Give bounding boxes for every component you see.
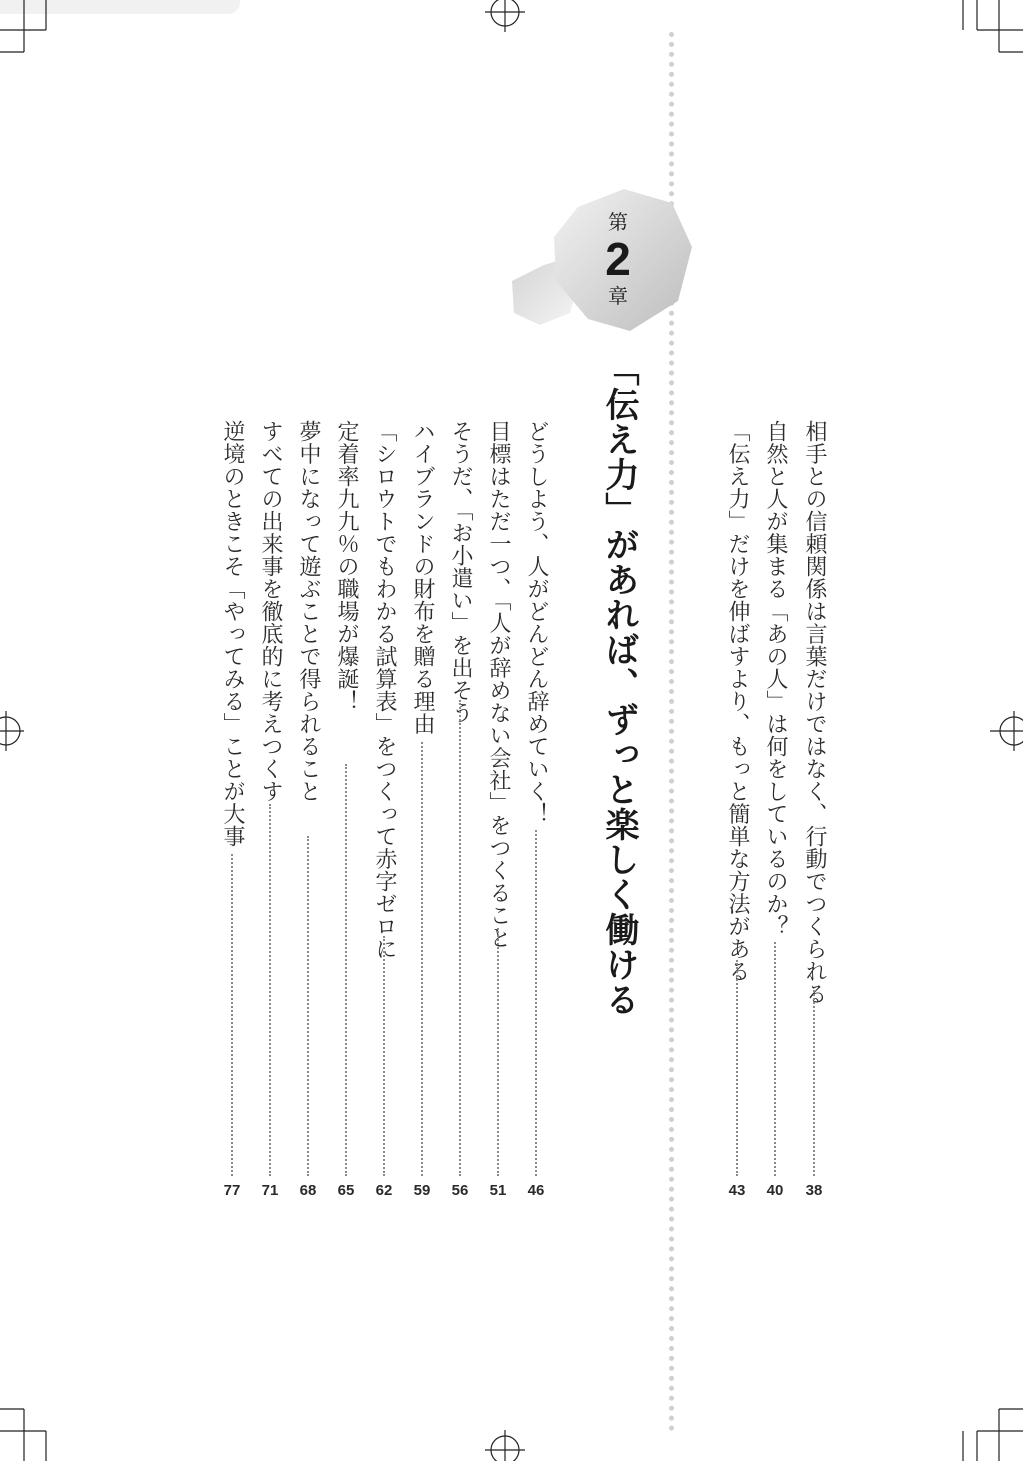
toc-page-number: 40 (766, 1182, 784, 1199)
toc-entry[interactable] (445, 420, 475, 1176)
toc-leader (307, 836, 309, 1176)
toc-leader (774, 942, 776, 1176)
toc-leader (421, 742, 423, 1176)
toc-leader (459, 700, 461, 1176)
toc-entry-title: 夢中になって遊ぶことで得られること (296, 420, 321, 803)
toc-page-number: 71 (261, 1182, 279, 1199)
toc-page-number: 56 (451, 1182, 469, 1199)
toc-entry-title: どうしよう、人がどんどん辞めていく！ (524, 420, 549, 825)
toc-leader (231, 854, 233, 1176)
toc-leader (736, 960, 738, 1176)
toc-entry[interactable] (255, 420, 285, 1176)
toc-entry[interactable] (521, 420, 551, 1176)
toc-entry-title: 「シロウトでもわかる試算表」をつくって赤字ゼロに (372, 420, 397, 960)
toc-page-number: 62 (375, 1182, 393, 1199)
toc-leader (535, 830, 537, 1176)
toc-entry[interactable] (331, 420, 361, 1176)
toc-page-number: 38 (805, 1182, 823, 1199)
toc-entry-title: そうだ、「お小遣い」を出そう (448, 420, 473, 724)
toc-page-number: 51 (489, 1182, 507, 1199)
toc-leader (813, 990, 815, 1176)
toc-entry[interactable] (483, 420, 513, 1176)
toc-page-number: 68 (299, 1182, 317, 1199)
chapter-suffix: 章 (608, 284, 628, 308)
chapter-number: 2 (605, 233, 631, 285)
toc-page-number: 43 (728, 1182, 746, 1199)
toc-entry-title: 目標はただ一つ、「人が辞めない会社」をつくること (486, 420, 511, 949)
chapter-title: 「伝え力」があれば、ずっと楽しく働ける (599, 352, 639, 1017)
toc-entry-title: すべての出来事を徹底的に考えつくす (258, 420, 283, 803)
toc-entry[interactable] (722, 420, 752, 1176)
toc-entry-title: 自然と人が集まる「あの人」は何をしているのか？ (763, 420, 788, 938)
toc-leader (383, 936, 385, 1176)
toc-page-number: 59 (413, 1182, 431, 1199)
toc-entry-title: 「伝え力」だけを伸ばすより、もっと簡単な方法がある (725, 420, 750, 983)
toc-leader (345, 764, 347, 1176)
toc-entry-title: ハイブランドの財布を贈る理由 (410, 420, 435, 735)
chapter-prefix: 第 (608, 210, 628, 234)
toc-entry-title: 定着率九九％の職場が爆誕！ (334, 420, 359, 713)
toc-page-number: 77 (223, 1182, 241, 1199)
chapter-badge (595, 210, 641, 308)
toc-entry[interactable] (369, 420, 399, 1176)
toc-page-number: 46 (527, 1182, 545, 1199)
toc-page-number: 65 (337, 1182, 355, 1199)
toc-entry[interactable] (799, 420, 829, 1176)
toc-entry[interactable] (760, 420, 790, 1176)
toc-entry[interactable] (407, 420, 437, 1176)
toc-leader (269, 804, 271, 1176)
toc-entry[interactable] (293, 420, 323, 1176)
toc-entry-title: 逆境のときこそ「やってみる」ことが大事 (220, 420, 245, 848)
toc-entry[interactable] (217, 420, 247, 1176)
toc-entry-title: 相手との信頼関係は言葉だけではなく、行動でつくられる (802, 420, 827, 1005)
toc-leader (497, 928, 499, 1176)
